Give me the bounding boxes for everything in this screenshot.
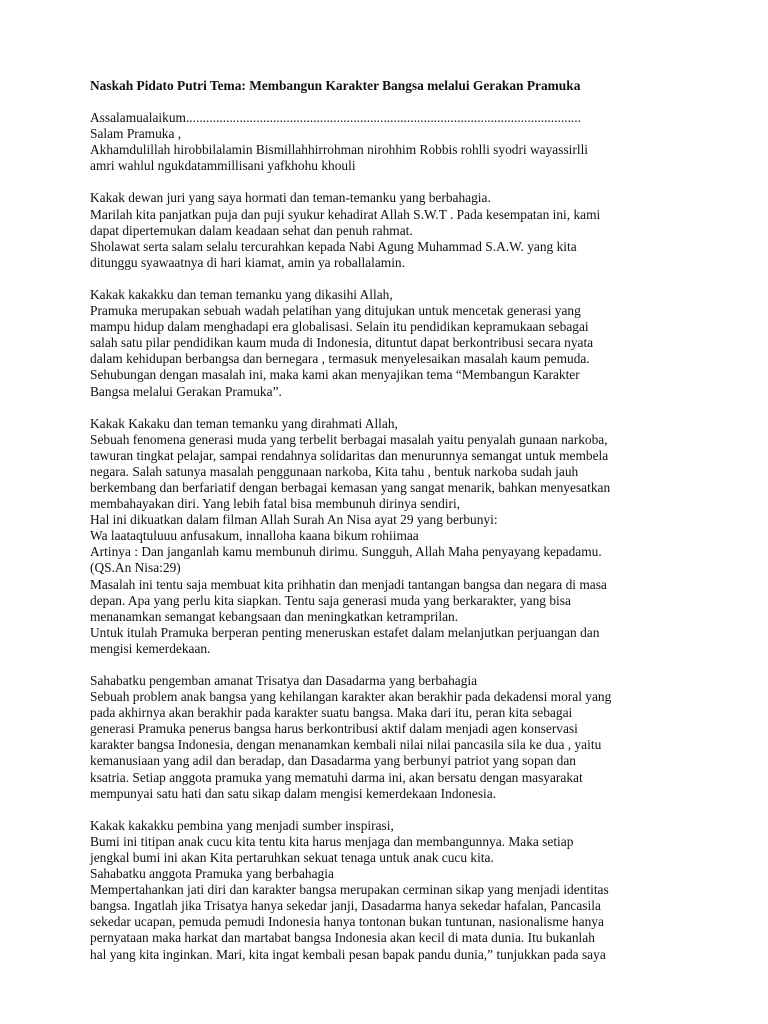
text-line: generasi Pramuka penerus bangsa harus berkontribusi aktif dalam menjadi agen konservasi [90,721,578,737]
text-line: Sehubungan dengan masalah ini, maka kami akan menyajikan tema “Membangun Karakter [90,367,580,383]
text-line: pernyataan maka harkat dan martabat bangsa Indonesia akan kecil di mata dunia. Itu bukanlah [90,930,595,946]
text-line: Salam Pramuka , [90,126,182,142]
paragraph [90,190,690,270]
document-page [90,78,690,979]
text-line: Sholawat serta salam selalu tercurahkan kepada Nabi Agung Muhammad S.A.W. yang kita [90,238,577,254]
text-line: Artinya : Dan janganlah kamu membunuh dirimu. Sungguh, Allah Maha penyayang kepadamu. [90,544,602,560]
text-line: Hal ini dikuatkan dalam filman Allah Surah An Nisa ayat 29 yang berbunyi: [90,512,498,528]
text-line: Sebuah problem anak bangsa yang kehilangan karakter akan berakhir pada dekadensi moral yang [90,689,612,705]
paragraph [90,818,690,963]
text-line: Sebuah fenomena generasi muda yang terbelit berbagai masalah yaitu penyalah gunaan narkoba, [90,431,608,447]
text-line: pada akhirnya akan berakhir pada karakter suatu bangsa. Maka dari itu, peran kita sebagai [90,705,573,721]
text-line: membahayakan diri. Yang lebih fatal bisa membunuh dirinya sendiri, [90,496,461,512]
text-line: Marilah kita panjatkan puja dan puji syukur kehadirat Allah S.W.T . Pada kesempatan ini, kami [90,206,601,222]
text-line: Kakak kakakku pembina yang menjadi sumber inspirasi, [90,817,394,833]
document-body [90,110,690,963]
text-line: dapat dipertemukan dalam keadaan sehat dan penuh rahmat. [90,222,413,238]
text-line: Bangsa melalui Gerakan Pramuka”. [90,383,282,399]
text-line: berkembang dan berfariatif dengan berbagai kemasan yang sangat menarik, bahkan menyesatkan [90,479,611,495]
text-line: (QS.An Nisa:29) [90,560,181,576]
text-line: Masalah ini tentu saja membuat kita prihhatin dan menjadi tantangan bangsa dan negara di masa [90,576,607,592]
text-line: dalam kehidupan berbangsa dan bernegara , termasuk menyelesaikan masalah kaum pemuda. [90,351,590,367]
text-line: Kakak Kakaku dan teman temanku yang dirahmati Allah, [90,415,398,431]
text-line: karakter bangsa Indonesia, dengan menanamkan kembali nilai nilai pancasila sila ke dua , yaitu [90,737,602,753]
text-line: hal yang kita inginkan. Mari, kita ingat kembali pesan bapak pandu dunia,” tunjukkan pada saya [90,946,606,962]
paragraph [90,110,690,174]
text-line: Akhamdulillah hirobbilalamin Bismillahhirrohman nirohhim Robbis rohlli syodri wayassirlli [90,142,589,158]
text-line: bangsa. Ingatlah jika Trisatya hanya sekedar janji, Dasadarma hanya sekedar hafalan, Pancasila [90,898,601,914]
text-line: jengkal bumi ini akan Kita pertaruhkan sekuat tenaga untuk anak cucu kita. [90,849,494,865]
text-line: menanamkan semangat kebangsaan dan meningkatkan ketramprilan. [90,608,459,624]
text-line: mampu hidup dalam menghadapi era globalisasi. Selain itu pendidikan kepramukaan sebagai [90,319,589,335]
text-line: Kakak dewan juri yang saya hormati dan teman-temanku yang berbahagia. [90,190,491,206]
text-line: mempunyai satu hati dan satu sikap dalam mengisi kemerdekaan Indonesia. [90,785,497,801]
text-line: Bumi ini titipan anak cucu kita tentu kita harus menjaga dan membangunnya. Maka setiap [90,833,574,849]
text-line: amri wahlul ngukdatammillisani yafkhohu khouli [90,158,356,174]
text-line: tawuran tingkat pelajar, sampai rendahnya solidaritas dan menurunnya semangat untuk membela [90,447,609,463]
text-line: Pramuka merupakan sebuah wadah pelatihan yang ditujukan untuk mencetak generasi yang [90,303,581,319]
text-line: kemanusiaan yang adil dan beradap, dan Dasadarma yang berbunyi patriot yang sopan dan [90,753,576,769]
text-line: mengisi kemerdekaan. [90,640,211,656]
text-line: Wa laataqtuluuu anfusakum, innalloha kaana bikum rohiimaa [90,528,419,544]
paragraph [90,287,690,400]
paragraph [90,673,690,802]
text-line: depan. Apa yang perlu kita siapkan. Tentu saja generasi muda yang berkarakter, yang bisa [90,592,571,608]
text-line: ditunggu syawaatnya di hari kiamat, amin ya roballalamin. [90,254,405,270]
text-line: Sahabatku anggota Pramuka yang berbahagia [90,866,334,882]
text-line: Kakak kakakku dan teman temanku yang dikasihi Allah, [90,286,393,302]
text-line: Mempertahankan jati diri dan karakter bangsa merupakan cerminan sikap yang menjadi identitas [90,882,609,898]
text-line: negara. Salah satunya masalah penggunaan narkoba, Kita tahu , bentuk narkoba sudah jauh [90,463,579,479]
document-title: Naskah Pidato Putri Tema: Membangun Karakter Bangsa melalui Gerakan Pramuka [90,78,581,93]
paragraph [90,416,690,657]
text-line: Assalamualaikum...................................................................................................................... [90,110,581,126]
text-line: Untuk itulah Pramuka berperan penting meneruskan estafet dalam melanjutkan perjuangan dan [90,624,600,640]
text-line: salah satu pilar pendidikan kaum muda di Indonesia, dituntut dapat berkontribusi secara nyata [90,335,594,351]
text-line: ksatria. Setiap anggota pramuka yang mematuhi darma ini, akan bersatu dengan masyarakat [90,769,583,785]
text-line: Sahabatku pengemban amanat Trisatya dan Dasadarma yang berbahagia [90,673,478,688]
text-line: sekedar ucapan, pemuda pemudi Indonesia hanya tontonan bukan tuntunan, nasionalisme hanya [90,914,604,930]
